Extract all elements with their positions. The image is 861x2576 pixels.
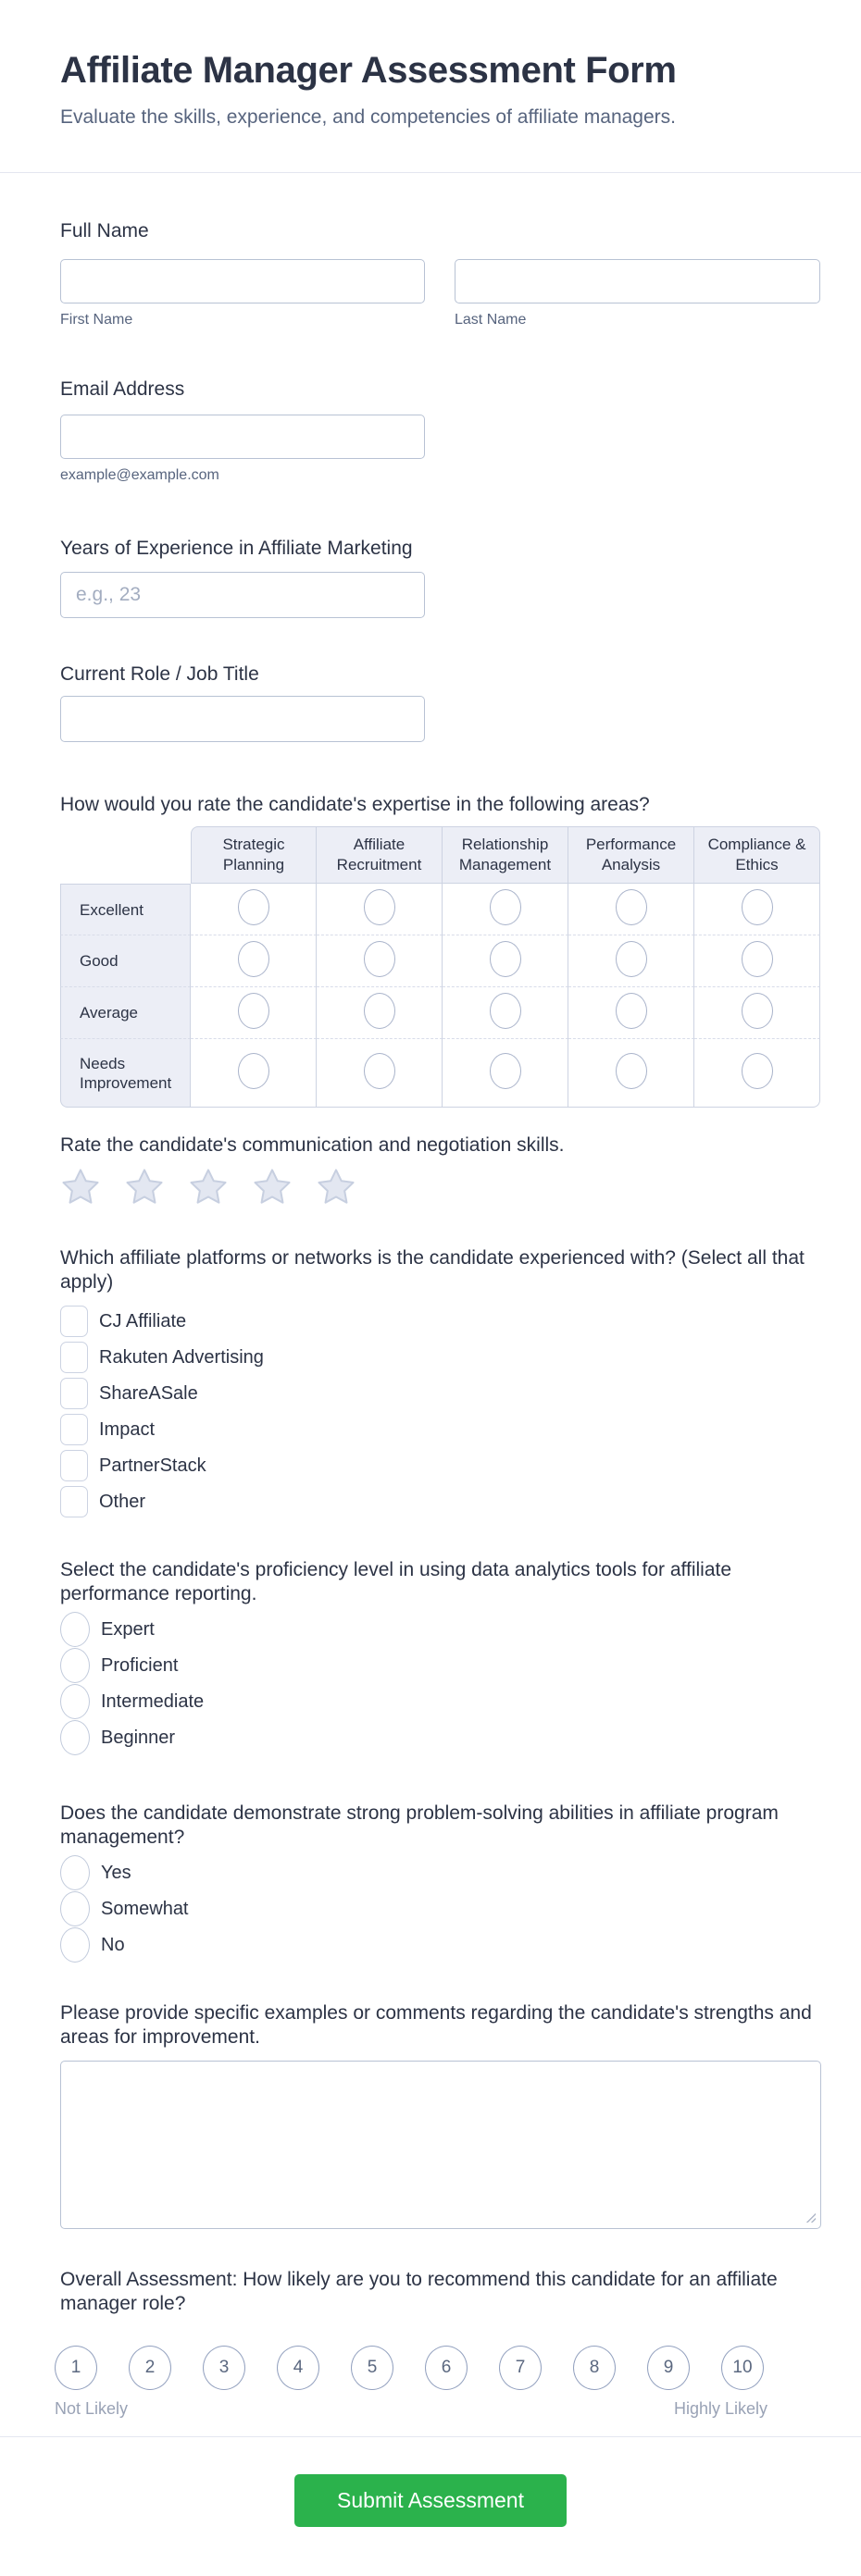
question-comments	[60, 2001, 821, 2229]
option-label: No	[101, 1934, 125, 1955]
role-input[interactable]	[60, 696, 425, 742]
scale-min-label: Not Likely	[55, 2399, 129, 2418]
matrix-radio-good-compliance-ethics[interactable]	[742, 941, 773, 977]
question-experience-years	[60, 537, 821, 618]
comments-textarea-wrap	[60, 2061, 821, 2229]
platform-option-impact[interactable]	[60, 1414, 821, 1445]
first-name-group	[60, 259, 425, 329]
full-name-inputs	[60, 259, 821, 329]
question-full-name	[60, 219, 821, 329]
platform-option-shareasale[interactable]	[60, 1378, 821, 1409]
scale-end-labels	[55, 2399, 767, 2419]
matrix-header-row	[60, 826, 820, 884]
comments-label: Please provide specific examples or comments regarding the candidate's strengths and areas for improvement.	[60, 2002, 812, 2048]
star-rating-control	[60, 1167, 821, 1208]
last-name-sublabel: Last Name	[455, 312, 527, 328]
problem-solving-label: Does the candidate demonstrate strong problem-solving abilities in affiliate program management?	[60, 1802, 779, 1848]
matrix-col-header: Relationship Management	[443, 826, 568, 884]
option-label: Beginner	[101, 1727, 176, 1748]
matrix-row-needs-improvement	[60, 1039, 820, 1108]
matrix-col-header: Performance Analysis	[568, 826, 694, 884]
problem-solving-option-no[interactable]	[60, 1929, 821, 1961]
expertise-matrix-table	[60, 826, 820, 1108]
checkbox-icon[interactable]	[60, 1486, 88, 1517]
email-label: Email Address	[60, 378, 185, 400]
matrix-corner-cell	[60, 826, 191, 884]
radio-icon[interactable]	[60, 1891, 90, 1926]
scale-option-9[interactable]: 9	[647, 2346, 690, 2390]
matrix-radio-excellent-affiliate-recruitment[interactable]	[364, 889, 395, 925]
matrix-radio-needs-improvement-affiliate-recruitment[interactable]	[364, 1053, 395, 1089]
matrix-radio-average-performance-analysis[interactable]	[616, 993, 647, 1029]
platform-option-rakuten-advertising[interactable]	[60, 1342, 821, 1373]
platform-option-cj-affiliate[interactable]	[60, 1306, 821, 1337]
star-icon-1[interactable]	[60, 1167, 101, 1208]
proficiency-option-expert[interactable]	[60, 1614, 821, 1645]
star-icon-5[interactable]	[316, 1167, 356, 1208]
page-title: Affiliate Manager Assessment Form	[60, 50, 677, 91]
proficiency-option-proficient[interactable]	[60, 1650, 821, 1681]
question-analytics-proficiency	[60, 1558, 821, 1753]
radio-icon[interactable]	[60, 1612, 90, 1647]
matrix-row-label: Good	[60, 935, 191, 987]
page-subtitle: Evaluate the skills, experience, and competencies of affiliate managers.	[60, 106, 676, 128]
matrix-radio-needs-improvement-compliance-ethics[interactable]	[742, 1053, 773, 1089]
option-label: Expert	[101, 1618, 155, 1640]
matrix-label: How would you rate the candidate's expertise in the following areas?	[60, 794, 650, 815]
matrix-radio-excellent-strategic-planning[interactable]	[238, 889, 269, 925]
option-label: Somewhat	[101, 1898, 189, 1919]
star-icon-3[interactable]	[188, 1167, 229, 1208]
matrix-radio-needs-improvement-strategic-planning[interactable]	[238, 1053, 269, 1089]
matrix-row-excellent	[60, 884, 820, 935]
platforms-label: Which affiliate platforms or networks is the candidate experienced with? (Select all that apply)	[60, 1247, 805, 1293]
scale-option-5[interactable]: 5	[351, 2346, 393, 2390]
proficiency-options	[60, 1614, 821, 1753]
checkbox-icon[interactable]	[60, 1342, 88, 1373]
recommendation-label: Overall Assessment: How likely are you to recommend this candidate for an affiliate manager role?	[60, 2269, 778, 2314]
platform-option-partnerstack[interactable]	[60, 1450, 821, 1481]
checkbox-icon[interactable]	[60, 1378, 88, 1409]
matrix-radio-average-affiliate-recruitment[interactable]	[364, 993, 395, 1029]
matrix-row-label: Needs Improvement	[60, 1039, 191, 1108]
email-input[interactable]	[60, 415, 425, 459]
last-name-input[interactable]	[455, 259, 820, 303]
question-current-role	[60, 663, 821, 742]
scale-option-2[interactable]: 2	[129, 2346, 171, 2390]
first-name-sublabel: First Name	[60, 312, 133, 328]
question-platforms	[60, 1246, 821, 1517]
email-sublabel: example@example.com	[60, 467, 219, 483]
matrix-row-label: Average	[60, 987, 191, 1039]
experience-label: Years of Experience in Affiliate Marketing	[60, 538, 413, 559]
matrix-radio-needs-improvement-performance-analysis[interactable]	[616, 1053, 647, 1089]
matrix-row-average	[60, 987, 820, 1039]
checkbox-icon[interactable]	[60, 1306, 88, 1337]
matrix-radio-good-relationship-management[interactable]	[490, 941, 521, 977]
matrix-radio-needs-improvement-relationship-management[interactable]	[490, 1053, 521, 1089]
matrix-radio-average-compliance-ethics[interactable]	[742, 993, 773, 1029]
option-label: Proficient	[101, 1654, 179, 1676]
proficiency-label: Select the candidate's proficiency level in using data analytics tools for affiliate performance reporting.	[60, 1559, 732, 1604]
matrix-radio-excellent-compliance-ethics[interactable]	[742, 889, 773, 925]
comments-textarea[interactable]	[60, 2061, 821, 2229]
option-label: Rakuten Advertising	[99, 1346, 264, 1368]
star-rating-label: Rate the candidate's communication and negotiation skills.	[60, 1134, 565, 1156]
matrix-col-header: Strategic Planning	[191, 826, 317, 884]
form-body	[0, 219, 861, 2436]
platforms-options	[60, 1306, 821, 1517]
option-label: Impact	[99, 1418, 156, 1440]
scale-option-6[interactable]: 6	[425, 2346, 468, 2390]
option-label: ShareASale	[99, 1382, 198, 1404]
star-icon-4[interactable]	[252, 1167, 293, 1208]
problem-solving-options	[60, 1857, 821, 1961]
question-communication-rating	[60, 1133, 821, 1208]
question-problem-solving	[60, 1802, 821, 1961]
question-expertise-matrix	[60, 793, 821, 1108]
option-label: CJ Affiliate	[99, 1310, 187, 1331]
submit-button[interactable]: Submit Assessment	[294, 2474, 567, 2527]
radio-icon[interactable]	[60, 1927, 90, 1963]
radio-icon[interactable]	[60, 1855, 90, 1890]
scale-option-3[interactable]: 3	[203, 2346, 245, 2390]
submit-section	[0, 2436, 861, 2573]
scale-option-7[interactable]: 7	[499, 2346, 542, 2390]
matrix-radio-average-strategic-planning[interactable]	[238, 993, 269, 1029]
scale-option-8[interactable]: 8	[573, 2346, 616, 2390]
first-name-input[interactable]	[60, 259, 425, 303]
matrix-radio-average-relationship-management[interactable]	[490, 993, 521, 1029]
proficiency-option-beginner[interactable]	[60, 1722, 821, 1753]
radio-icon[interactable]	[60, 1720, 90, 1755]
scale-option-10[interactable]: 10	[721, 2346, 764, 2390]
scale-max-label: Highly Likely	[673, 2399, 767, 2418]
matrix-radio-good-affiliate-recruitment[interactable]	[364, 941, 395, 977]
checkbox-icon[interactable]	[60, 1450, 88, 1481]
problem-solving-option-yes[interactable]	[60, 1857, 821, 1889]
option-label: Intermediate	[101, 1690, 205, 1712]
problem-solving-option-somewhat[interactable]	[60, 1893, 821, 1925]
question-recommendation-scale	[55, 2268, 821, 2436]
proficiency-option-intermediate[interactable]	[60, 1686, 821, 1717]
checkbox-icon[interactable]	[60, 1414, 88, 1445]
matrix-col-header: Compliance & Ethics	[694, 826, 820, 884]
question-email	[60, 378, 821, 485]
option-label: Other	[99, 1491, 146, 1512]
option-label: PartnerStack	[99, 1455, 206, 1476]
radio-icon[interactable]	[60, 1648, 90, 1683]
radio-icon[interactable]	[60, 1684, 90, 1719]
scale-control	[55, 2346, 764, 2390]
platform-option-other[interactable]	[60, 1486, 821, 1517]
matrix-col-header: Affiliate Recruitment	[317, 826, 443, 884]
role-label: Current Role / Job Title	[60, 663, 259, 685]
experience-input[interactable]	[60, 572, 425, 618]
form-header	[0, 0, 861, 173]
last-name-group	[455, 259, 820, 329]
star-icon-2[interactable]	[124, 1167, 165, 1208]
matrix-radio-excellent-performance-analysis[interactable]	[616, 889, 647, 925]
matrix-radio-good-performance-analysis[interactable]	[616, 941, 647, 977]
scale-option-4[interactable]: 4	[277, 2346, 319, 2390]
matrix-row-good	[60, 935, 820, 987]
matrix-radio-good-strategic-planning[interactable]	[238, 941, 269, 977]
scale-option-1[interactable]: 1	[55, 2346, 97, 2390]
matrix-row-label: Excellent	[60, 884, 191, 935]
option-label: Yes	[101, 1862, 131, 1883]
matrix-radio-excellent-relationship-management[interactable]	[490, 889, 521, 925]
full-name-label: Full Name	[60, 220, 149, 242]
